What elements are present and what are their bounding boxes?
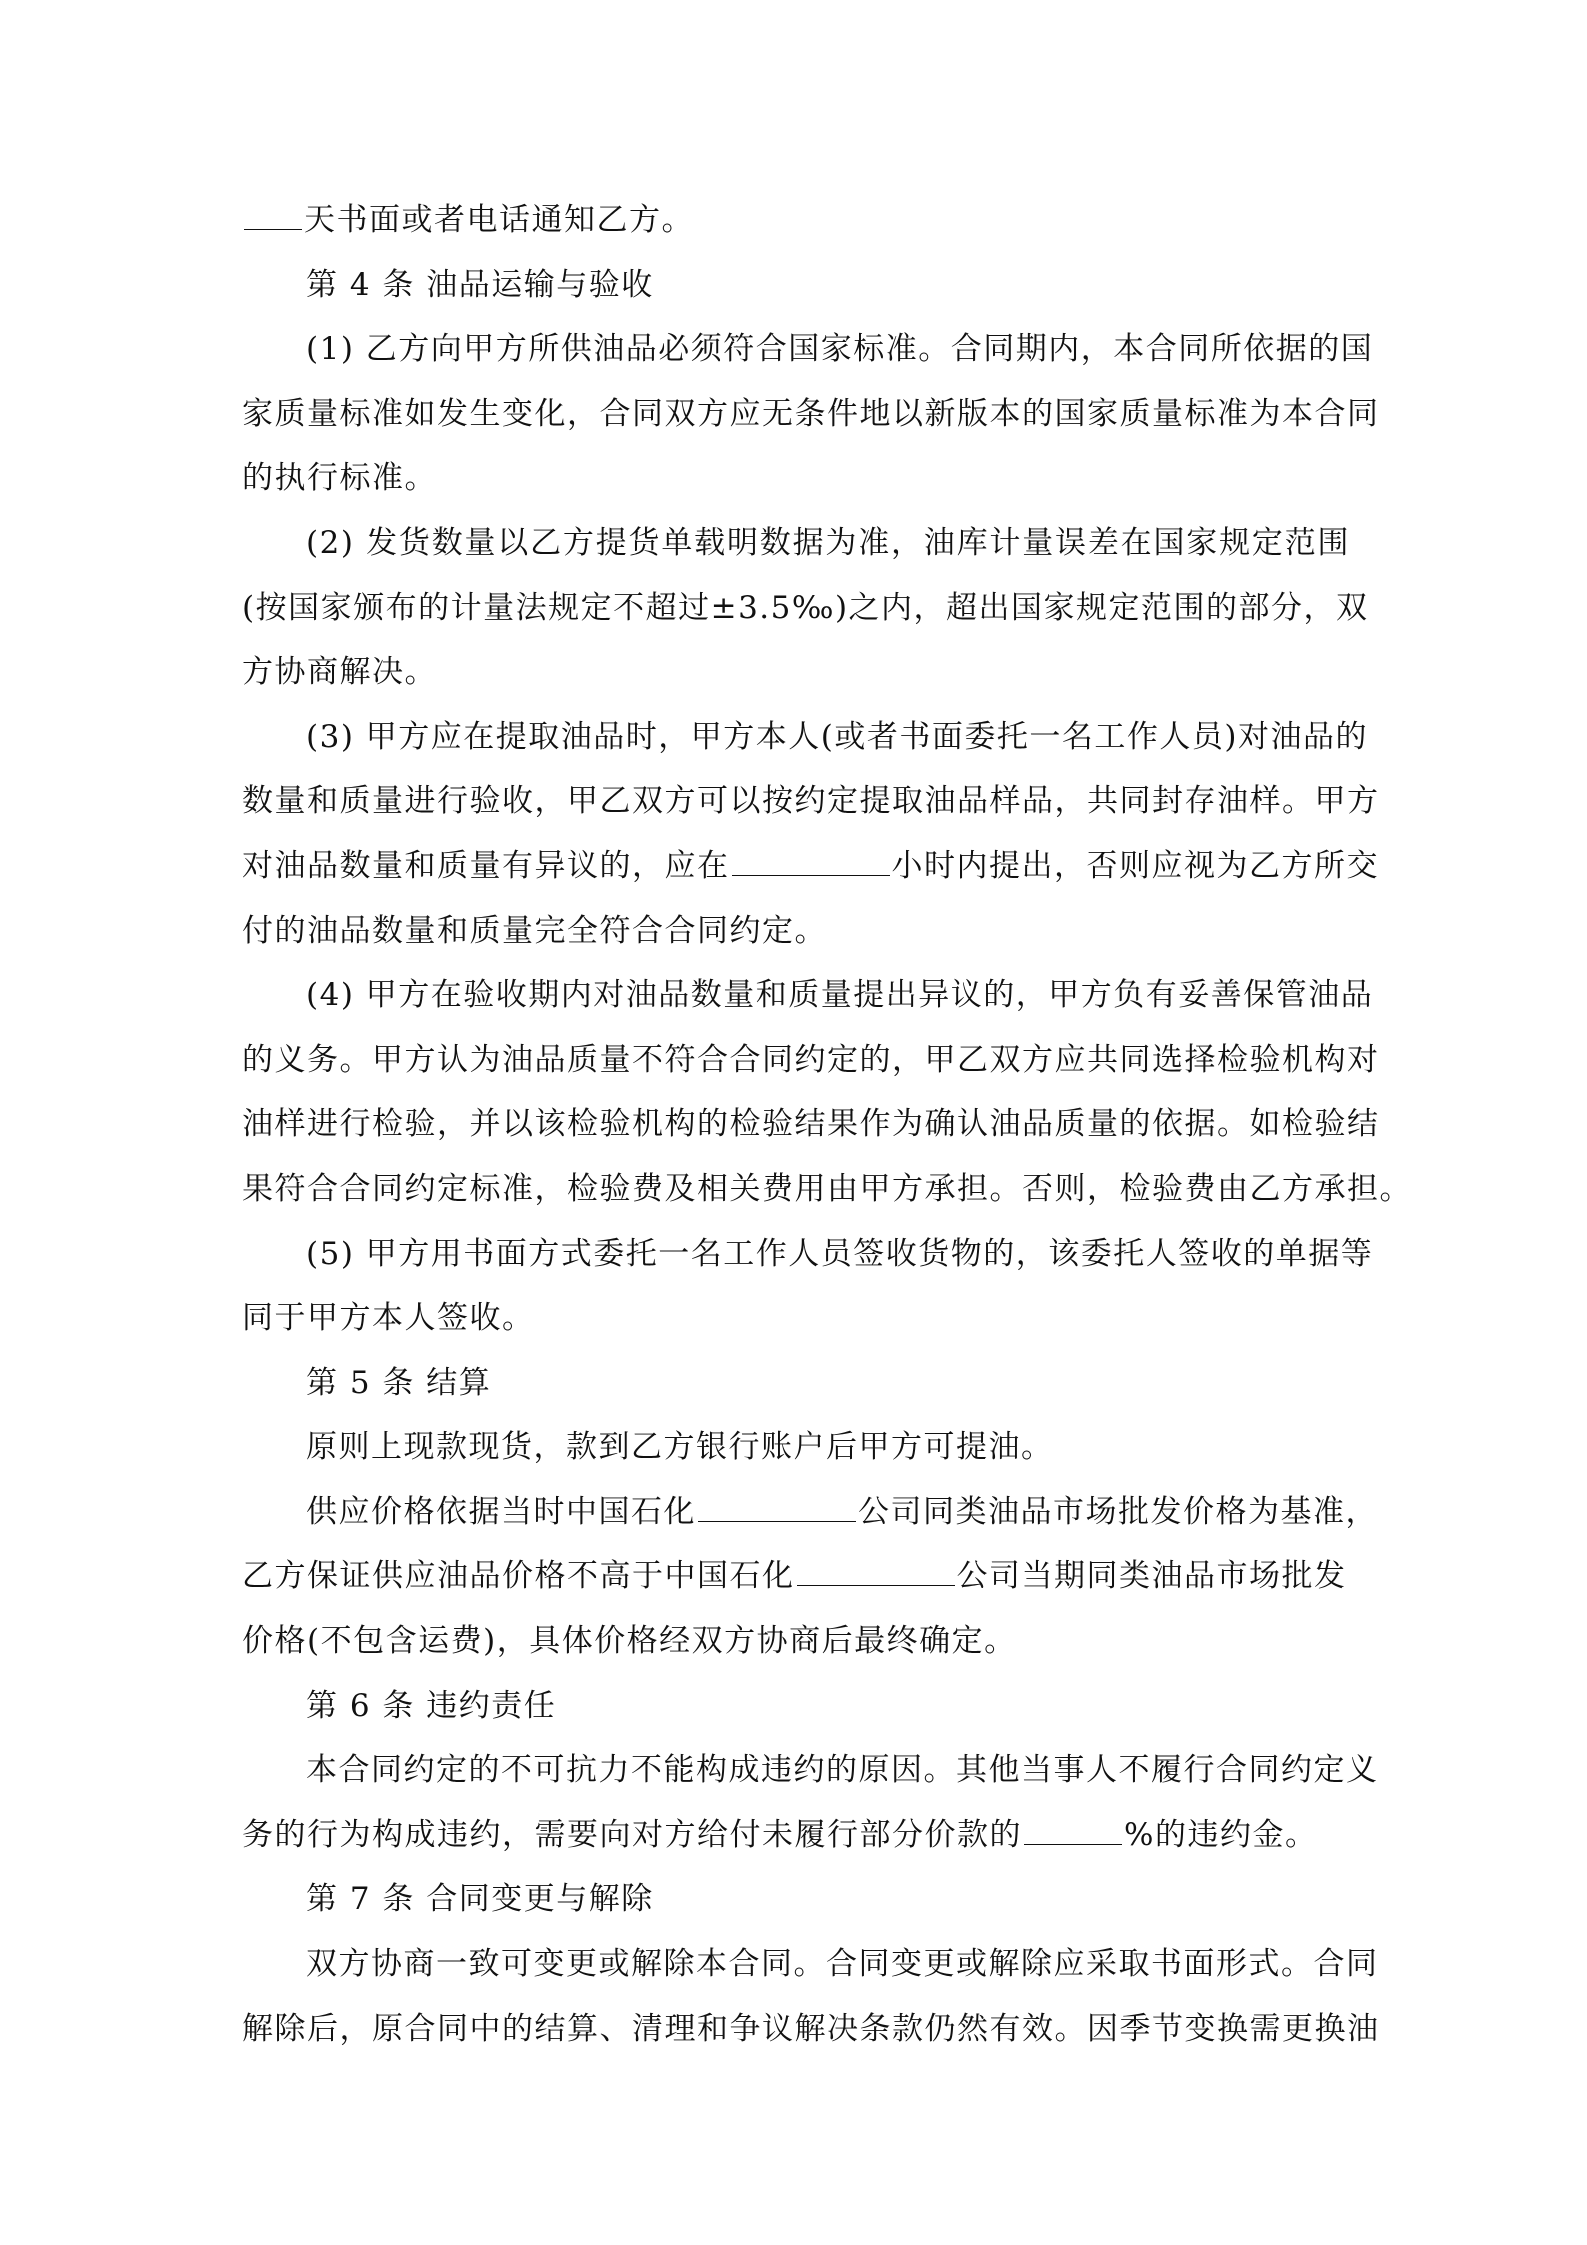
text-line: 数量和质量进行验收，甲乙双方可以按约定提取油品样品，共同封存油样。甲方 (242, 783, 1380, 820)
fill-blank-company[interactable] (797, 1559, 955, 1586)
text-line: 的义务。甲方认为油品质量不符合合同约定的，甲乙双方应共同选择检验机构对 (242, 1041, 1380, 1078)
contract-page (242, 188, 1412, 2061)
text-line (242, 834, 1379, 899)
fill-blank-days[interactable] (244, 203, 302, 230)
text-segment: 天书面或者电话通知乙方。 (304, 202, 694, 238)
text-segment: 务的行为构成违约，需要向对方给付未履行部分价款的 (242, 1816, 1022, 1853)
text-line: 油样进行检验，并以该检验机构的检验结果作为确认油品质量的依据。如检验结 (242, 1106, 1380, 1143)
text-line: 同于甲方本人签收。 (242, 1300, 535, 1337)
text-line: (1) 乙方向甲方所供油品必须符合国家标准。合同期内，本合同所依据的国 (306, 331, 1374, 368)
text-line: 解除后，原合同中的结算、清理和争议解决条款仍然有效。因季节变换需更换油 (242, 2010, 1380, 2047)
text-line: 的执行标准。 (242, 460, 437, 497)
text-line (242, 1480, 1378, 1545)
text-segment: 对油品数量和质量有异议的，应在 (242, 847, 730, 884)
article-7-heading: 第 7 条 合同变更与解除 (306, 1881, 654, 1918)
article-5-heading: 第 5 条 结算 (306, 1364, 492, 1401)
text-line: (5) 甲方用书面方式委托一名工作人员签收货物的，该委托人签收的单据等 (306, 1235, 1374, 1272)
text-line: (按国家颁布的计量法规定不超过±3.5‰)之内，超出国家规定范围的部分，双 (242, 589, 1369, 626)
text-line: (2) 发货数量以乙方提货单载明数据为准，油库计量误差在国家规定范围 (306, 524, 1350, 561)
text-segment: 公司同类油品市场批发价格为基准， (858, 1493, 1378, 1530)
text-line: 原则上现款现货，款到乙方银行账户后甲方可提油。 (306, 1429, 1054, 1466)
text-line: 双方协商一致可变更或解除本合同。合同变更或解除应采取书面形式。合同 (306, 1946, 1379, 1983)
article-6-heading: 第 6 条 违约责任 (306, 1687, 557, 1724)
text-line: 家质量标准如发生变化，合同双方应无条件地以新版本的国家质量标准为本合同 (242, 395, 1380, 432)
text-line: (3) 甲方应在提取油品时，甲方本人(或者书面委托一名工作人员)对油品的 (306, 718, 1368, 755)
text-line: (4) 甲方在验收期内对油品数量和质量提出异议的，甲方负有妥善保管油品 (306, 977, 1374, 1014)
text-segment: 供应价格依据当时中国石化 (306, 1493, 696, 1530)
text-segment: %的违约金。 (1124, 1816, 1318, 1853)
fill-blank-percent[interactable] (1024, 1818, 1122, 1845)
text-line: 果符合合同约定标准，检验费及相关费用由甲方承担。否则，检验费由乙方承担。 (242, 1170, 1412, 1207)
text-line: 方协商解决。 (242, 654, 437, 691)
text-line: 付的油品数量和质量完全符合合同约定。 (242, 912, 827, 949)
text-segment: 公司当期同类油品市场批发 (956, 1558, 1347, 1595)
text-segment: 乙方保证供应油品价格不高于中国石化 (242, 1558, 795, 1595)
text-line: 价格(不包含运费)，具体价格经双方协商后最终确定。 (242, 1623, 1017, 1660)
text-segment: 小时内提出，否则应视为乙方所交 (891, 847, 1379, 884)
fill-blank-hours[interactable] (732, 849, 890, 876)
text-line: 本合同约定的不可抗力不能构成违约的原因。其他当事人不履行合同约定义 (306, 1752, 1379, 1789)
text-line (242, 1803, 1350, 1868)
text-line (242, 1544, 1350, 1609)
fill-blank-company[interactable] (698, 1495, 856, 1522)
article-4-heading: 第 4 条 油品运输与验收 (306, 266, 654, 303)
text-line (242, 188, 1350, 253)
